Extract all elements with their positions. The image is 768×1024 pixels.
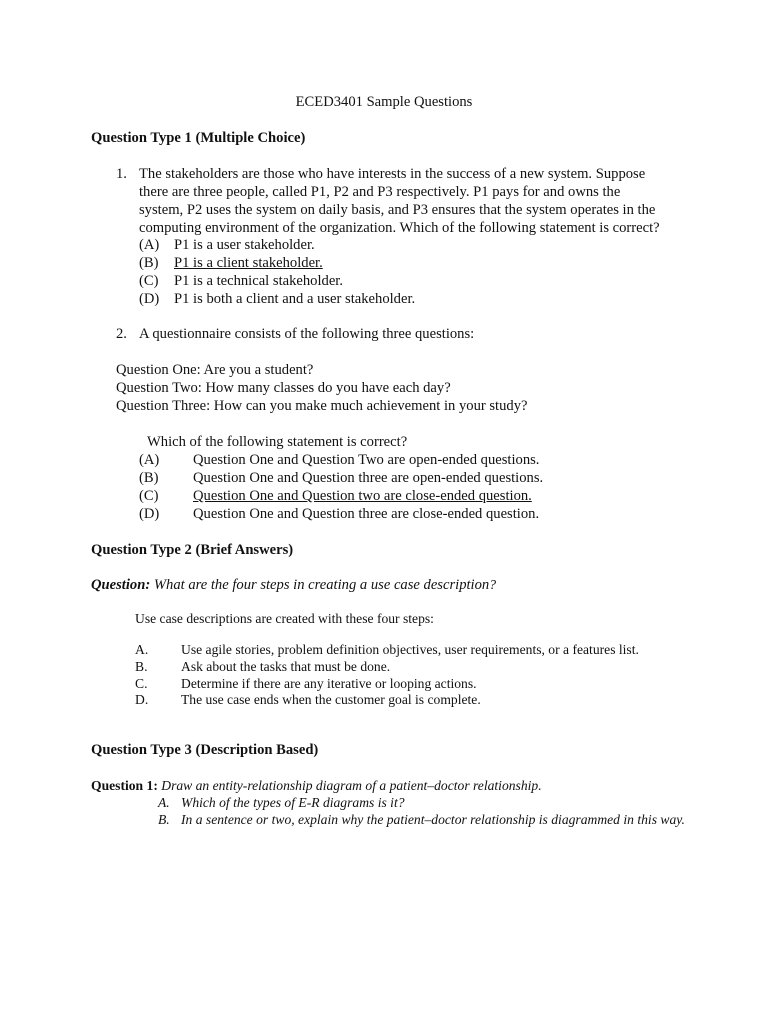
part-a-text: Which of the types of E-R diagrams is it? bbox=[181, 795, 405, 810]
step-d-letter: D. bbox=[135, 692, 149, 707]
q2-option-a-text: Question One and Question Two are open-ended questions. bbox=[193, 452, 540, 468]
questionnaire-question-three: Question Three: How can you make much achievement in your study? bbox=[116, 398, 528, 414]
description-question-text: Draw an entity-relationship diagram of a patient–doctor relationship. bbox=[161, 778, 542, 793]
step-b-text: Ask about the tasks that must be done. bbox=[181, 659, 391, 674]
q2-option-c-letter: (C) bbox=[139, 488, 159, 504]
brief-question-mark: ? bbox=[489, 577, 496, 592]
q1-option-c-letter: (C) bbox=[139, 273, 159, 289]
question-1-line-1: The stakeholders are those who have interests in the success of a new system. Suppose bbox=[139, 166, 646, 182]
step-a-text: Use agile stories, problem definition objectives, user requirements, or a features list. bbox=[181, 642, 639, 657]
q1-option-c-text: P1 is a technical stakeholder. bbox=[174, 273, 343, 289]
questionnaire-question-one: Question One: Are you a student? bbox=[116, 362, 314, 378]
section-2-heading: Question Type 2 (Brief Answers) bbox=[91, 542, 294, 558]
q1-option-d-text: P1 is both a client and a user stakeholder. bbox=[174, 291, 416, 307]
step-c-letter: C. bbox=[135, 676, 148, 691]
step-a-letter: A. bbox=[135, 642, 149, 657]
q1-option-b-text: P1 is a client stakeholder. bbox=[174, 255, 323, 271]
question-1-line-3: system, P2 uses the system on daily basis, and P3 ensures that the system operates in the bbox=[139, 202, 656, 218]
step-b-letter: B. bbox=[135, 659, 148, 674]
q2-option-d-letter: (D) bbox=[139, 506, 160, 522]
document-title: ECED3401 Sample Questions bbox=[295, 94, 473, 110]
q2-option-d-text: Question One and Question three are close-ended question. bbox=[193, 506, 540, 522]
part-b-letter: B. bbox=[158, 812, 170, 827]
question-1-line-4: computing environment of the organization. Which of the following statement is correct? bbox=[139, 220, 660, 236]
part-a-letter: A. bbox=[158, 795, 170, 810]
q1-option-a-text: P1 is a user stakeholder. bbox=[174, 237, 315, 253]
questionnaire-question-two: Question Two: How many classes do you have each day? bbox=[116, 380, 451, 396]
q1-option-a-letter: (A) bbox=[139, 237, 160, 253]
q2-option-b-text: Question One and Question three are open-ended questions. bbox=[193, 470, 544, 486]
part-b-text: In a sentence or two, explain why the patient–doctor relationship is diagrammed in this way. bbox=[181, 812, 685, 827]
section-1-heading: Question Type 1 (Multiple Choice) bbox=[91, 130, 306, 146]
description-question-label: Question 1: bbox=[91, 778, 158, 793]
question-2-prompt: Which of the following statement is correct? bbox=[147, 434, 408, 450]
step-d-text: The use case ends when the customer goal is complete. bbox=[181, 692, 481, 707]
q2-option-b-letter: (B) bbox=[139, 470, 159, 486]
brief-question bbox=[91, 576, 496, 594]
description-question bbox=[91, 777, 542, 794]
brief-question-label: Question: bbox=[91, 577, 151, 593]
q1-option-b-letter: (B) bbox=[139, 255, 159, 271]
q2-option-a-letter: (A) bbox=[139, 452, 160, 468]
brief-answer-intro: Use case descriptions are created with these four steps: bbox=[135, 611, 434, 626]
question-1-line-2: there are three people, called P1, P2 and P3 respectively. P1 pays for and owns the bbox=[139, 184, 621, 200]
question-2-intro: A questionnaire consists of the following three questions: bbox=[139, 326, 475, 342]
question-1-number: 1. bbox=[116, 166, 127, 182]
q1-option-d-letter: (D) bbox=[139, 291, 160, 307]
section-3-heading: Question Type 3 (Description Based) bbox=[91, 742, 319, 758]
question-2-number: 2. bbox=[116, 326, 127, 342]
brief-question-text: What are the four steps in creating a use case description bbox=[153, 577, 490, 593]
step-c-text: Determine if there are any iterative or looping actions. bbox=[181, 676, 477, 691]
q2-option-c-text: Question One and Question two are close-ended question. bbox=[193, 488, 532, 504]
